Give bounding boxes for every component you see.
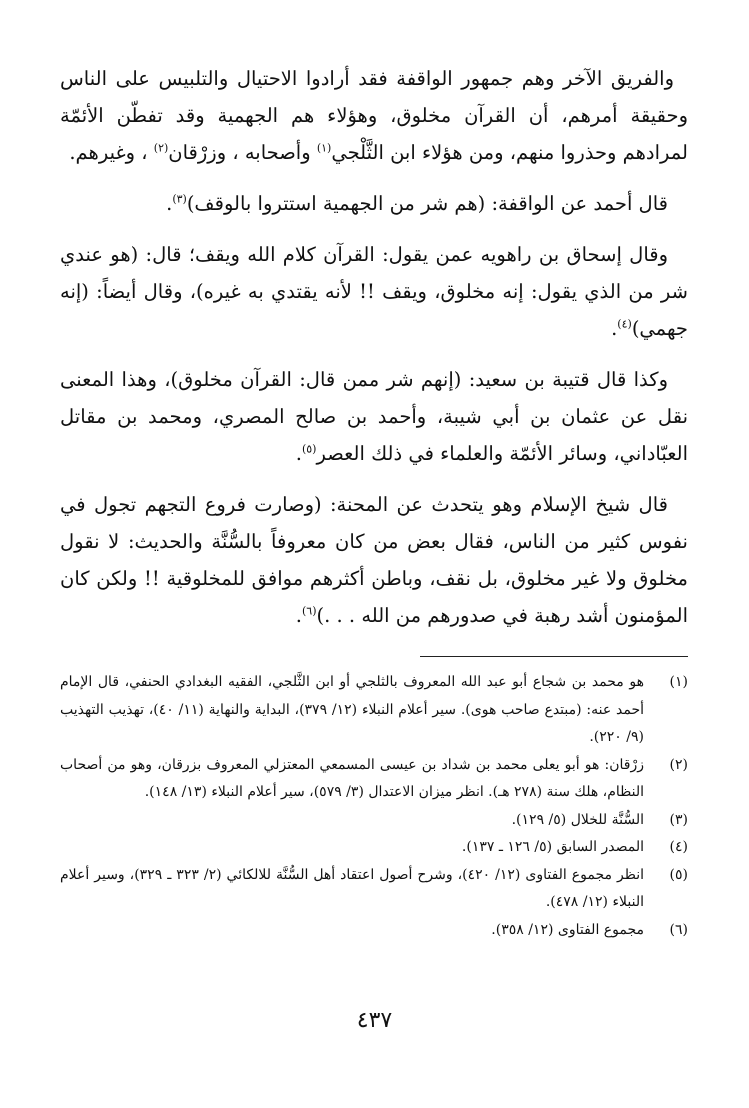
paragraph-2-text: قال أحمد عن الواقفة: (هم شر من الجهمية استتروا بالوقف) bbox=[186, 192, 668, 215]
paragraph-3-text: وقال إسحاق بن راهويه عمن يقول: القرآن كلام الله ويقف؛ قال: (هو عندي شر من الذي يقول: إنه مخلوق، ويقف !! لأنه يقتدي به غيره)، وقال أيضاً: (إنه جهمي) bbox=[60, 243, 688, 340]
footnote-5 bbox=[60, 862, 688, 917]
footnote-6 bbox=[60, 917, 688, 945]
footnote-number: (١) bbox=[669, 674, 688, 690]
paragraph-2-tail: . bbox=[166, 192, 173, 215]
footnote-number: (٥) bbox=[669, 866, 688, 883]
paragraph-3 bbox=[60, 236, 688, 347]
footnote-text: السُّنَّة للخلال (٥/ ١٢٩). bbox=[511, 811, 644, 828]
footnote-ref-5[interactable]: (٥) bbox=[301, 442, 317, 456]
paragraph-2 bbox=[60, 185, 688, 222]
paragraph-1-mid: وأصحابه ، وزرْقان bbox=[168, 141, 317, 164]
page-number: ٤٣٧ bbox=[356, 1008, 393, 1033]
footnote-2 bbox=[60, 752, 688, 807]
footnote-number: (٤) bbox=[669, 839, 688, 855]
footnote-separator bbox=[420, 656, 688, 657]
paragraph-4-text: وكذا قال قتيبة بن سعيد: (إنهم شر ممن قال: القرآن مخلوق)، وهذا المعنى نقل عن عثمان بن أبي شيبة، وأحمد بن صالح المصري، ومحمد بن مقاتل العبّاداني، وسائر الأئمّة والعلماء في ذلك العصر bbox=[60, 368, 688, 465]
paragraph-4 bbox=[60, 361, 688, 472]
footnote-number: (٣) bbox=[669, 811, 688, 828]
paragraph-3-tail: . bbox=[611, 317, 618, 340]
footnote-number: (٦) bbox=[669, 921, 688, 938]
paragraph-5 bbox=[60, 486, 688, 634]
paragraph-5-tail: . bbox=[295, 604, 302, 627]
footnote-4 bbox=[60, 834, 688, 862]
footnote-text: المصدر السابق (٥/ ١٢٦ ـ ١٣٧). bbox=[461, 839, 644, 855]
footnote-text: مجموع الفتاوى (١٢/ ٣٥٨). bbox=[491, 921, 644, 938]
paragraph-1-text: والفريق الآخر وهم جمهور الواقفة فقد أرادوا الاحتيال والتلبيس على الناس وحقيقة أمرهم، أن القرآن مخلوق، وهؤلاء هم الجهمية وقد تفطّن الأئمّة لمرادهم وحذروا منهم، ومن هؤلاء ابن الثَّلْجي bbox=[60, 67, 688, 164]
paragraph-1 bbox=[60, 60, 688, 171]
footnote-ref-1[interactable]: (١) bbox=[316, 141, 332, 155]
paragraph-5-text: قال شيخ الإسلام وهو يتحدث عن المحنة: (وصارت فروع التجهم تجول في نفوس كثير من الناس، فقال بعض من كان معروفاً بالسُّنَّة والحديث: لا نقول مخلوق ولا غير مخلوق، بل نقف، وباطن أكثرهم موافق للمخلوقية !! ولكن كان المؤمنون أشد رهبة في صدورهم من الله . . .) bbox=[60, 493, 688, 627]
footnotes bbox=[60, 669, 688, 944]
paragraph-1-tail: ، وغيرهم. bbox=[69, 141, 154, 164]
footnote-ref-6[interactable]: (٦) bbox=[302, 604, 317, 618]
footnote-ref-3[interactable]: (٣) bbox=[172, 192, 187, 206]
footnote-ref-2[interactable]: (٢) bbox=[153, 141, 169, 155]
page-body bbox=[60, 60, 688, 944]
footnote-number: (٢) bbox=[669, 756, 688, 773]
paragraph-4-tail: . bbox=[295, 442, 302, 465]
footnote-1 bbox=[60, 669, 688, 752]
footnote-text: زرْقان: هو أبو يعلى محمد بن شداد بن عيسى المسمعي المعتزلي المعروف بزرقان، وهو من أصحاب النظام، هلك سنة (٢٧٨ هـ). انظر ميزان الاعتدال (٣/ ٥٧٩)، سير أعلام النبلاء (١٣/ ١٤٨). bbox=[60, 756, 644, 800]
footnote-text: هو محمد بن شجاع أبو عبد الله المعروف بالثلجي أو ابن الثَّلجي، الفقيه البغدادي الحنفي، قال الإمام أحمد عنه: (مبتدع صاحب هوى). سير أعلام النبلاء (١٢/ ٣٧٩)، البداية والنهاية (١١/ ٤٠)، تهذيب التهذيب (٩/ ٢٢٠). bbox=[60, 674, 644, 745]
footnote-ref-4[interactable]: (٤) bbox=[617, 317, 632, 331]
footnote-text: انظر مجموع الفتاوى (١٢/ ٤٢٠)، وشرح أصول اعتقاد أهل السُّنَّة للالكائي (٢/ ٣٢٣ ـ ٣٢٩)، وسير أعلام النبلاء (١٢/ ٤٧٨). bbox=[60, 866, 644, 910]
footnote-3 bbox=[60, 807, 688, 835]
